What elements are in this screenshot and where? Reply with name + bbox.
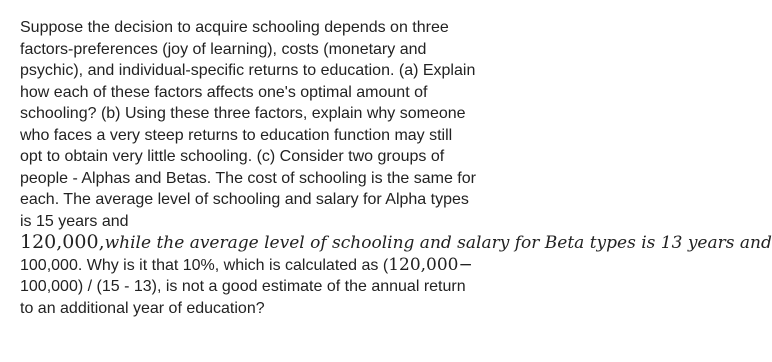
line-5: schooling? (b) Using these three factors, explain why someone [20,105,466,122]
math-amount-alpha: 120,000, [20,231,105,253]
line-7: opt to obtain very little schooling. (c) Consider two groups of [20,148,445,165]
line-10: is 15 years and [20,212,129,230]
text-fragment-a: 100,000. Why is it that 10%, which is calculated as ( [20,256,389,274]
math-inline-text: while the average level of schooling and salary for Beta types is 13 years and [104,233,772,253]
line-8: people - Alphas and Betas. The cost of schooling is the same for [20,169,476,187]
line-12 [20,255,542,277]
line-6: who faces a very steep returns to education function may still [20,126,453,144]
line-1: Suppose the decision to acquire schooling depends on three [20,19,449,36]
math-line [20,231,772,255]
line-3: psychic), and individual-specific returns to education. (a) Explain [20,62,476,79]
question-text [20,17,772,319]
line-2: factors-preferences (joy of learning), costs (monetary and [20,40,427,58]
line-13: 100,000) / (15 - 13), is not a good estimate of the annual return [20,278,466,295]
line-4: how each of these factors affects one's optimal amount of [20,83,428,101]
math-amount-diff: 120,000− [388,254,473,275]
line-9: each. The average level of schooling and salary for Alpha types [20,191,469,208]
line-14: to an additional year of education? [20,299,265,317]
